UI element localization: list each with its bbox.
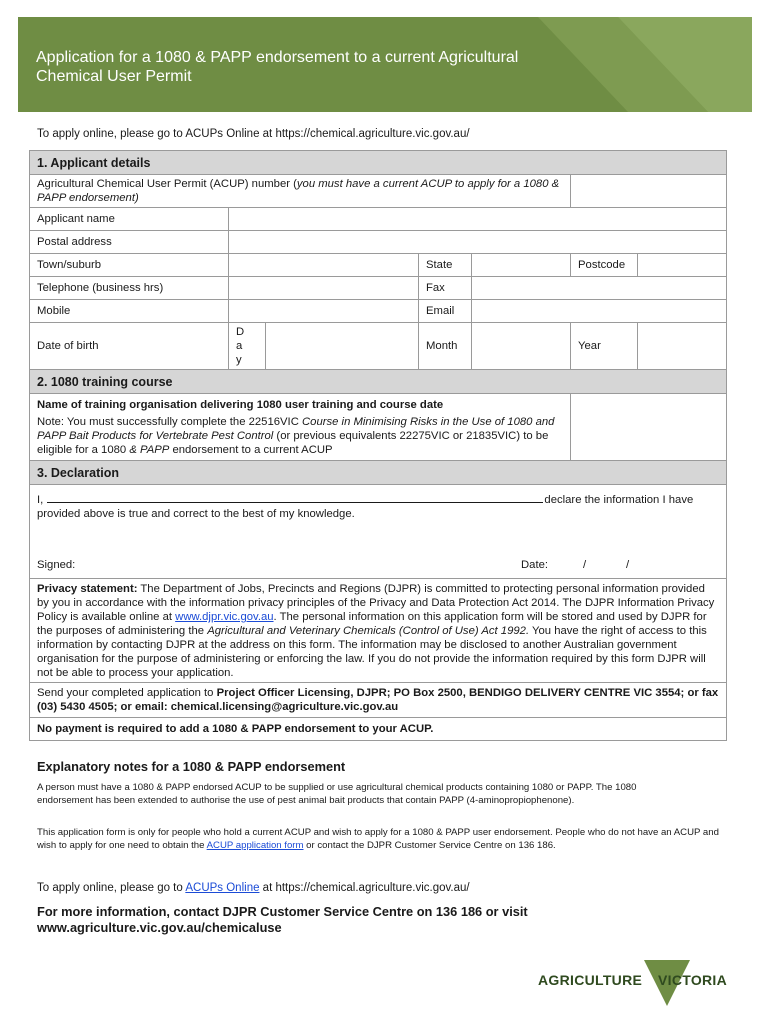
logo-text-agriculture: AGRICULTURE (538, 972, 643, 988)
declaration-statement: I, declare the information I have provided above is true and correct to the best of my knowledge. Signed: Date: / / (30, 485, 727, 579)
explanatory-note-2: This application form is only for people who hold a current ACUP and wish to apply for a 1080 & PAPP user endorsement. People who do not have an ACUP and wish to apply for one need to obtain the ACUP application form or contact the DJPR Customer Service Centre on 136 186. (37, 827, 719, 851)
email-field[interactable] (472, 300, 727, 323)
acup-number-label: Agricultural Chemical User Permit (ACUP) number (you must have a current ACUP to apply for a 1080 & PAPP endorsement) (30, 175, 571, 208)
town-field[interactable] (229, 254, 419, 277)
send-instructions: Send your completed application to Project Officer Licensing, DJPR; PO Box 2500, BENDIGO DELIVERY CENTRE VIC 3554; or fax (03) 5430 4505; or email: chemical.licensing@agriculture.vic.gov.au (30, 683, 727, 718)
fax-label: Fax (419, 277, 472, 300)
applicant-name-label: Applicant name (30, 208, 229, 231)
mobile-field[interactable] (229, 300, 419, 323)
no-payment-notice: No payment is required to add a 1080 & PAPP endorsement to your ACUP. (30, 718, 727, 741)
acup-number-field[interactable] (571, 175, 727, 208)
signed-label: Signed: (37, 559, 76, 571)
section-declaration: 3. Declaration (30, 461, 727, 485)
contact-information: For more information, contact DJPR Customer Service Centre on 136 186 or visit www.agriculture.vic.gov.au/chemicaluse (37, 904, 528, 935)
intro-text: To apply online, please go to ACUPs Online at https://chemical.agriculture.vic.gov.au/ (37, 128, 470, 140)
logo-text-victoria: VICTORIA (658, 972, 728, 988)
header-banner (18, 17, 752, 112)
dob-label: Date of birth (30, 323, 229, 370)
email-label: Email (419, 300, 472, 323)
mobile-label: Mobile (30, 300, 229, 323)
section-training-course: 2. 1080 training course (30, 370, 727, 394)
explanatory-notes-heading: Explanatory notes for a 1080 & PAPP endorsement (37, 759, 346, 774)
applicant-name-field[interactable] (229, 208, 727, 231)
declarant-name-line[interactable] (47, 493, 543, 503)
training-org-field[interactable] (571, 394, 727, 461)
application-form (29, 150, 727, 741)
fax-field[interactable] (472, 277, 727, 300)
year-field[interactable] (638, 323, 727, 370)
date-slash-1: / (583, 559, 587, 571)
state-label: State (419, 254, 472, 277)
acups-online-link[interactable]: ACUPs Online (185, 882, 260, 894)
postcode-field[interactable] (638, 254, 727, 277)
telephone-field[interactable] (229, 277, 419, 300)
online-apply-text: To apply online, please go to ACUPs Online at https://chemical.agriculture.vic.gov.au/ (37, 882, 470, 894)
privacy-statement: Privacy statement: The Department of Jobs, Precincts and Regions (DJPR) is committed to protecting personal information provided by you in accordance with the information privacy principles of the Privacy and Data Protection Act 2014. The DJPR Information Privacy Policy is available online at www.djpr.vic.gov.au. The personal information on this application form will be stored and used by DJPR for the purposes of administering the Agricultural and Veterinary Chemicals (Control of Use) Act 1992. You have the right of access to this information by contacting DJPR at the address on this form. The information may be disclosed to another Australian government organisation for the purpose of administering or enforcing the law. If you do not provide the information required by this form DJPR will not be able to process your application. (30, 579, 727, 683)
day-label: Da y (229, 323, 266, 370)
telephone-label: Telephone (business hrs) (30, 277, 229, 300)
month-field[interactable] (472, 323, 571, 370)
month-label: Month (419, 323, 472, 370)
djpr-link[interactable]: www.djpr.vic.gov.au (175, 611, 274, 623)
training-org-label: Name of training organisation delivering 1080 user training and course date Note: You must successfully complete the 22516VIC Course in Minimising Risks in the Use of 1080 and PAPP Bait Products for Vertebrate Pest Control (or previous equivalents 22275VIC or 21835VIC) to be eligible for a 1080 & PAPP endorsement to a current ACUP (30, 394, 571, 461)
postal-address-label: Postal address (30, 231, 229, 254)
form-title: Application for a 1080 & PAPP endorsement to a current Agricultural Chemical User Permit (36, 49, 519, 85)
year-label: Year (571, 323, 638, 370)
acup-form-link[interactable]: ACUP application form (206, 840, 304, 851)
state-field[interactable] (472, 254, 571, 277)
town-label: Town/suburb (30, 254, 229, 277)
date-label: Date: (521, 559, 549, 571)
day-field[interactable] (266, 323, 419, 370)
explanatory-note-1: A person must have a 1080 & PAPP endorsed ACUP to be supplied or use agricultural chemical products containing 1080 or PAPP. The 1080 endorsement has been extended to authorise the use of pest animal bait products that contain PAPP (4-aminopropiophenone). (37, 782, 637, 806)
postcode-label: Postcode (571, 254, 638, 277)
agriculture-victoria-logo (538, 958, 738, 1008)
postal-address-field[interactable] (229, 231, 727, 254)
date-slash-2: / (626, 559, 630, 571)
section-applicant-details: 1. Applicant details (30, 151, 727, 175)
